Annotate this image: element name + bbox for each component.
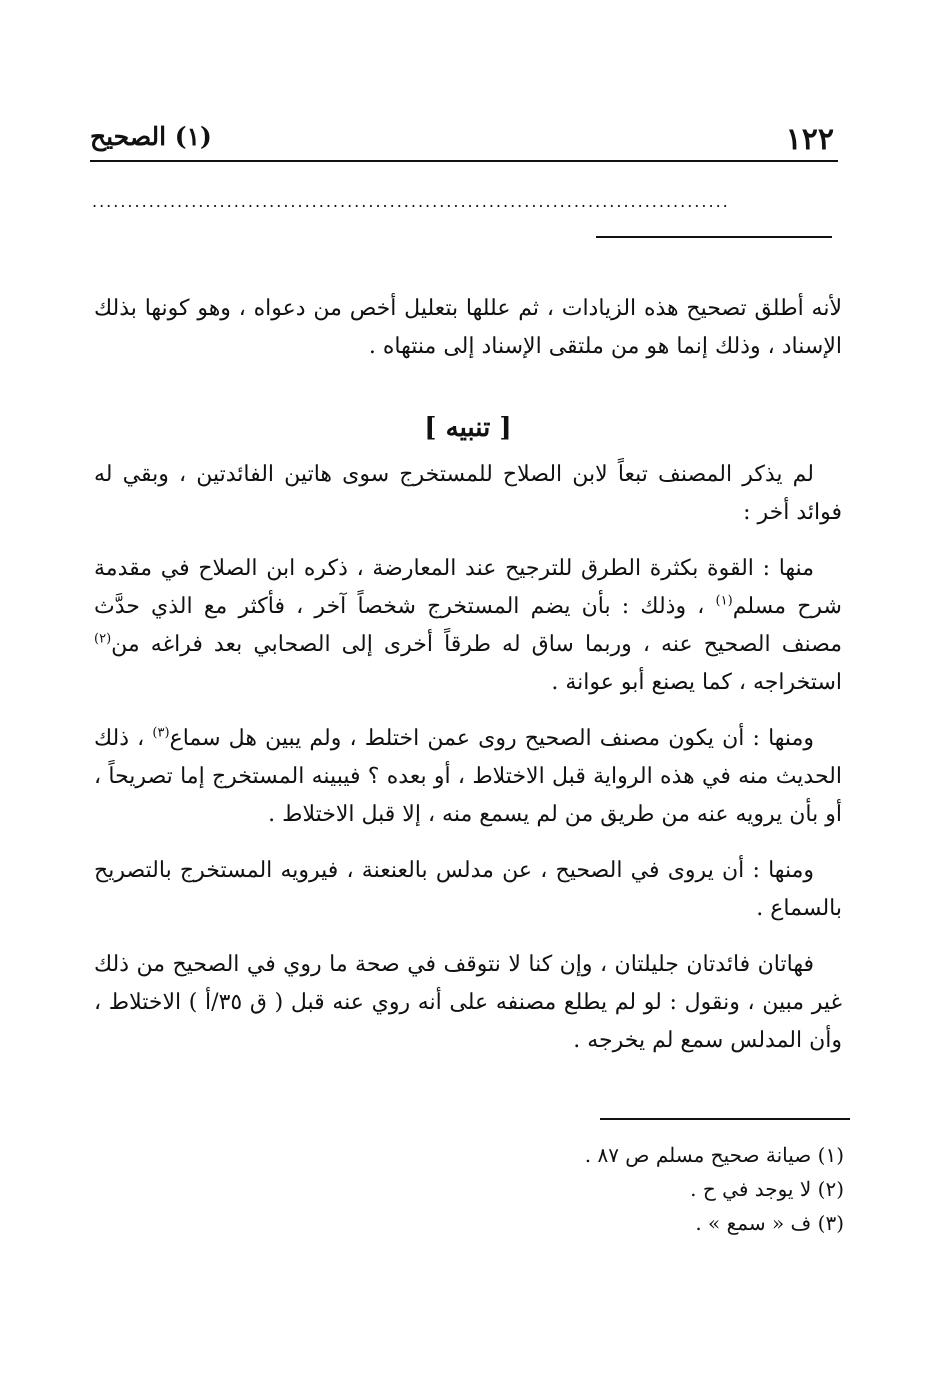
footnote-2: (٢) لا يوجد في ح . bbox=[690, 1177, 844, 1201]
notice-heading: [ تنبيه ] bbox=[424, 413, 512, 443]
page-number: ١٢٢ bbox=[785, 122, 834, 157]
paragraph-5: ومنها : أن يروى في الصحيح ، عن مدلس بالعنعنة ، فيرويه المستخرج بالتصريح بالسماع . bbox=[94, 858, 842, 921]
paragraph-6: فهاتان فائدتان جليلتان ، وإن كنا لا نتوقف في صحة ما روي في الصحيح من ذلك غير مبين ، ونقول : لو لم يطلع مصنفه على أنه روي عنه قبل ( ق ٣٥/أ ) الاختلاط ، وأن المدلس سمع لم يخرجه . bbox=[94, 952, 843, 1053]
paragraph-3 bbox=[94, 550, 842, 702]
paragraph-4-text-b: ، ذلك الحديث منه في هذه الرواية قبل الاختلاط ، أو بعده ؟ فيبينه المستخرج إما تصريحاً ، أو بأن يرويه عنه من طريق من لم يسمع منه ، إلا قبل الاختلاط . bbox=[94, 726, 842, 827]
footnote-ref-2: (٢) bbox=[94, 631, 112, 647]
footnotes bbox=[344, 1138, 844, 1240]
footnote-1: (١) صيانة صحيح مسلم ص ٨٧ . bbox=[584, 1143, 844, 1167]
page-header bbox=[90, 118, 838, 162]
main-text bbox=[94, 290, 842, 1078]
dotted-separator: .......................................................................................... bbox=[92, 194, 730, 210]
footnote-3: (٣) ف « سمع » . bbox=[695, 1211, 844, 1235]
paragraph-2: لم يذكر المصنف تبعاً لابن الصلاح للمستخرج سوى هاتين الفائدتين ، وبقي له فوائد أخر : bbox=[94, 462, 842, 525]
footnote-ref-1: (١) bbox=[715, 593, 733, 609]
paragraph-4-text-a: ومنها : أن يكون مصنف الصحيح روى عمن اختلط ، ولم يبين هل سماع bbox=[169, 726, 814, 751]
short-rule bbox=[596, 236, 832, 238]
paragraph-3-text-a: منها : القوة بكثرة الطرق للترجيح عند المعارضة ، ذكره ابن الصلاح في مقدمة شرح مسلم bbox=[94, 556, 842, 619]
running-title: (١) الصحيح bbox=[90, 122, 212, 151]
footnote-ref-3: (٣) bbox=[152, 725, 170, 741]
footnote-rule bbox=[600, 1118, 850, 1120]
paragraph-3-text-b: ، وذلك : بأن يضم المستخرج شخصاً آخر ، فأكثر مع الذي حدَّث مصنف الصحيح عنه ، وربما ساق له طرقاً أخرى إلى الصحابي بعد فراغه من bbox=[94, 594, 842, 657]
paragraph-4 bbox=[94, 720, 842, 834]
paragraph-1: لأنه أطلق تصحيح هذه الزيادات ، ثم عللها بتعليل أخص من دعواه ، وهو كونها بذلك الإسناد ، وذلك إنما هو من ملتقى الإسناد إلى منتهاه . bbox=[94, 296, 842, 359]
paragraph-3-text-c: استخراجه ، كما يصنع أبو عوانة . bbox=[551, 670, 842, 695]
